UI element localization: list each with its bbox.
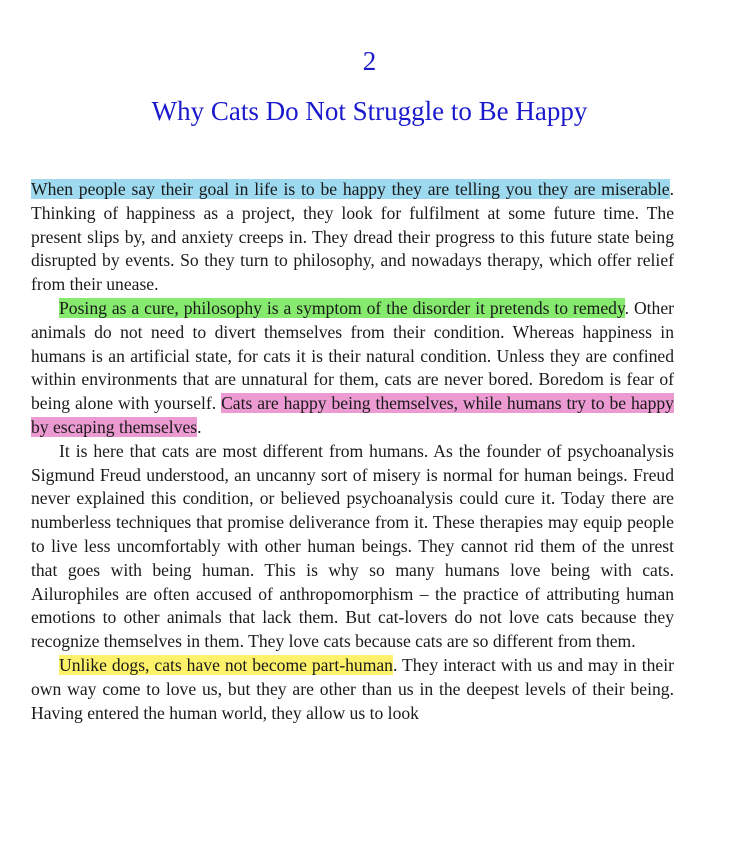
paragraph-text: . Thinking of happiness as a project, they look for fulfilment at some future time. The present slips by, and anxiety creeps in. They dread their progress to this future state being disrupted by events. So they turn to philosophy, and nowadays therapy, which offer relief from their unease. — [31, 179, 674, 295]
highlight-yellow[interactable]: Unlike dogs, cats have not become part-human — [59, 654, 393, 675]
chapter-number: 2 — [362, 46, 377, 76]
paragraph-text: It is here that cats are most different from humans. As the founder of psychoanalysis Sigmund Freud understood, an uncanny sort of misery is normal for human beings. Freud never explained this condition, or believed psychoanalysis could cure it. Today there are numberless techniques that promise deliverance from it. These therapies may equip people to live less uncomfortably with other human beings. They cannot rid them of the unrest that goes with being human. This is why so many humans love being with cats. Ailurophiles are often accused of anthropomorphism – the practice of attributing human emotions to other animals that lack them. But cat-lovers do not love cats because they recognize themselves in them. They love cats because cats are so different from them. — [31, 440, 674, 652]
paragraph-2 — [31, 297, 674, 440]
highlight-blue[interactable]: When people say their goal in life is to be happy they are telling you they are miserable — [31, 179, 670, 199]
paragraph-4 — [31, 654, 674, 725]
chapter-title: Why Cats Do Not Struggle to Be Happy — [151, 96, 588, 126]
chapter-body — [31, 178, 674, 725]
highlight-pink[interactable]: Cats are happy being themselves, while humans try to be happy by escaping themselves — [31, 393, 674, 437]
paragraph-tail: . — [197, 416, 202, 437]
paragraph-text: . Other animals do not need to divert themselves from their condition. Whereas happiness in humans is an artificial state, for cats it is their natural condition. Unless they are confined within environments that are unnatural for them, cats are never bored. Boredom is fear of being alone with yourself. — [31, 297, 675, 414]
paragraph-3 — [31, 440, 674, 654]
paragraph-1 — [31, 178, 674, 297]
paragraph-text: . They interact with us and may in their own way come to love us, but they are other than us in the deepest levels of their being. Having entered the human world, they allow us to look — [31, 654, 674, 723]
highlight-green[interactable]: Posing as a cure, philosophy is a symptom of the disorder it pretends to remedy — [59, 297, 625, 318]
